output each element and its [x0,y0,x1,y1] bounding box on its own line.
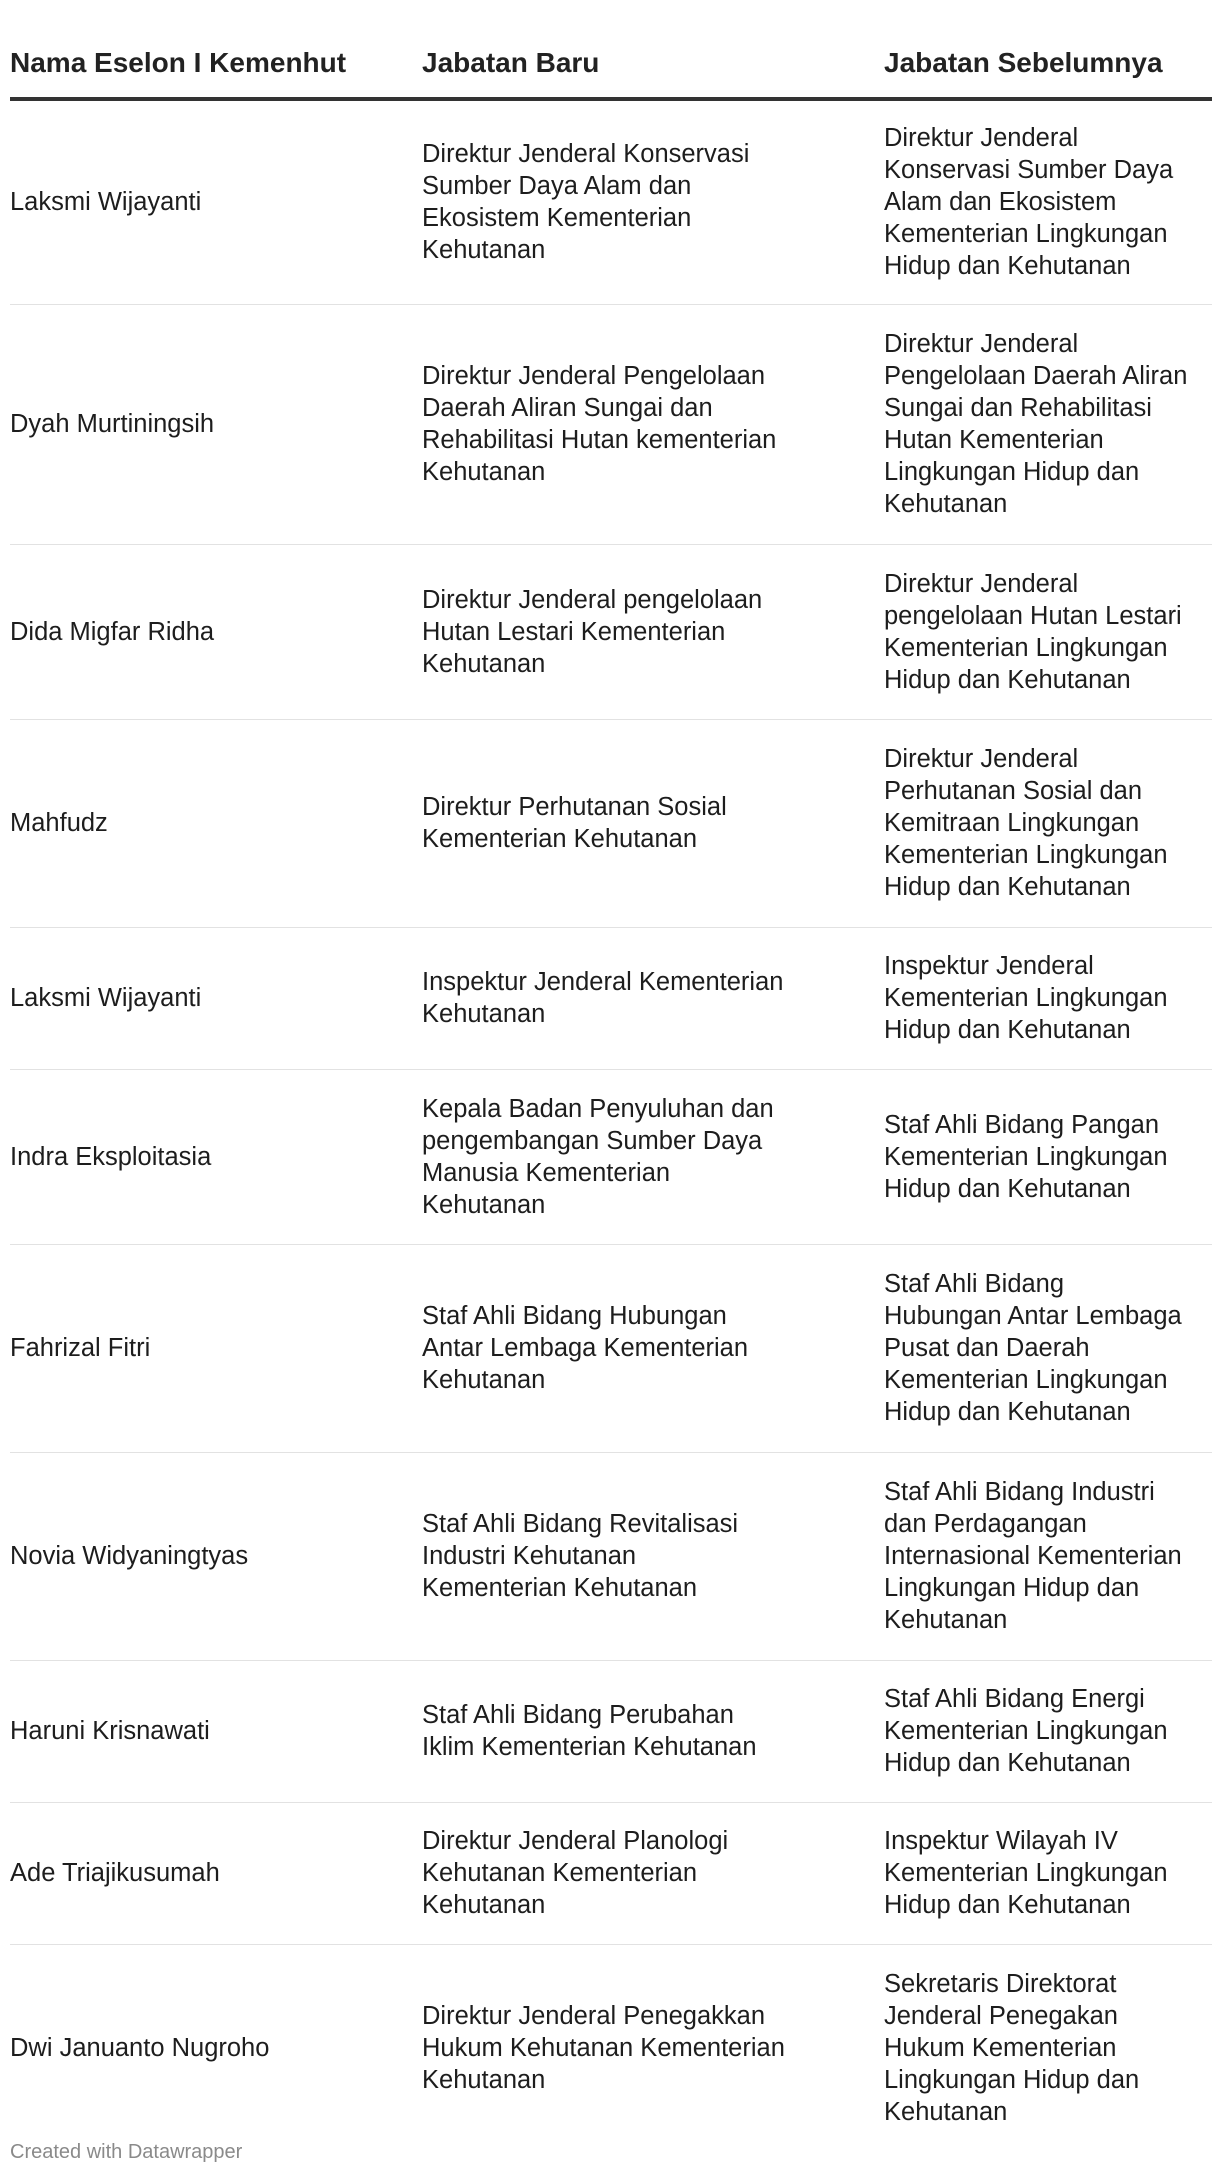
new-position-line: Daerah Aliran Sungai dan [422,394,713,422]
previous-position-line: Perhutanan Sosial dan [884,777,1143,805]
previous-position-line: pengelolaan Hutan Lestari [884,601,1182,630]
table-row [10,304,1212,544]
previous-position-line: Konservasi Sumber Daya [884,156,1174,185]
header-name: Nama Eselon I Kemenhut [10,0,422,99]
cell-previous-position [884,304,1212,544]
previous-position-line: Staf Ahli Bidang Pangan [884,1110,1160,1139]
table-row [10,1452,1212,1660]
new-position-line: Inspektur Jenderal Kementerian [422,968,784,996]
previous-position-line: Direktur Jenderal [884,124,1079,153]
cell-new-position [422,719,884,927]
new-position-line: Kehutanan [422,236,546,265]
cell-new-position [422,99,884,304]
new-position-line: pengembangan Sumber Daya [422,1126,763,1155]
cell-name: Laksmi Wijayanti [10,99,422,304]
header-row [10,0,1212,99]
cell-new-position [422,1802,884,1944]
cell-new-position [422,927,884,1069]
previous-position-line: Jenderal Penegakan [884,2002,1118,2031]
new-position-line: Kehutanan [422,458,546,486]
cell-new-position [422,1944,884,2152]
table-row [10,99,1212,304]
previous-position-line: Direktur Jenderal [884,569,1079,598]
cell-name: Laksmi Wijayanti [10,927,422,1069]
previous-position-line: Kemitraan Lingkungan [884,809,1140,837]
cell-previous-position [884,544,1212,719]
previous-position-line: Hidup dan Kehutanan [884,665,1131,694]
previous-position-line: Kehutanan [884,1606,1008,1634]
new-position-line: Antar Lembaga Kementerian [422,1334,749,1362]
cell-new-position [422,1660,884,1802]
previous-position-line: Kementerian Lingkungan [884,1717,1168,1745]
table-row [10,1069,1212,1244]
cell-previous-position [884,719,1212,927]
new-position-line: Kehutanan [422,1891,546,1919]
previous-position-line: Hidup dan Kehutanan [884,1749,1131,1777]
new-position-line: Hukum Kehutanan Kementerian [422,2034,785,2063]
datawrapper-credit: Created with Datawrapper [10,2141,243,2163]
new-position-line: Kehutanan [422,1000,546,1028]
previous-position-line: Lingkungan Hidup dan [884,458,1140,486]
previous-position-line: Pusat dan Daerah [884,1334,1090,1362]
cell-previous-position [884,1660,1212,1802]
previous-position-line: Kementerian Lingkungan [884,633,1168,662]
new-position-line: Iklim Kementerian Kehutanan [422,1733,757,1761]
new-position-line: Manusia Kementerian [422,1158,671,1187]
previous-position-line: Staf Ahli Bidang Energi [884,1685,1145,1713]
new-position-line: Direktur Jenderal Pengelolaan [422,362,766,390]
cell-name: Dida Migfar Ridha [10,544,422,719]
new-position-line: Staf Ahli Bidang Hubungan [422,1302,727,1330]
cell-name: Novia Widyaningtyas [10,1452,422,1660]
new-position-line: Direktur Jenderal pengelolaan [422,585,763,614]
cell-previous-position [884,927,1212,1069]
cell-name: Indra Eksploitasia [10,1069,422,1244]
previous-position-line: Pengelolaan Daerah Aliran [884,362,1188,390]
previous-position-line: Hidup dan Kehutanan [884,1891,1131,1919]
previous-position-line: Hidup dan Kehutanan [884,873,1131,901]
table-container [10,0,1212,2152]
cell-previous-position [884,1452,1212,1660]
previous-position-line: Internasional Kementerian [884,1542,1182,1570]
previous-position-line: Hidup dan Kehutanan [884,1174,1131,1203]
previous-position-line: Kementerian Lingkungan [884,984,1168,1012]
table-row [10,1944,1212,2152]
cell-new-position [422,1452,884,1660]
cell-name: Fahrizal Fitri [10,1244,422,1452]
cell-name: Ade Triajikusumah [10,1802,422,1944]
table-row [10,544,1212,719]
table-row [10,1802,1212,1944]
new-position-line: Kehutanan Kementerian [422,1859,698,1887]
previous-position-line: Inspektur Wilayah IV [884,1827,1118,1855]
new-position-line: Kepala Badan Penyuluhan dan [422,1094,774,1123]
table-header [10,0,1212,99]
cell-previous-position [884,99,1212,304]
new-position-line: Direktur Perhutanan Sosial [422,793,727,821]
previous-position-line: Lingkungan Hidup dan [884,2066,1140,2095]
previous-position-line: Hutan Kementerian [884,426,1104,454]
cell-name: Mahfudz [10,719,422,927]
previous-position-line: Alam dan Ekosistem [884,188,1117,217]
cell-new-position [422,544,884,719]
previous-position-line: Kehutanan [884,490,1008,518]
table-row [10,1660,1212,1802]
previous-position-line: Kementerian Lingkungan [884,841,1168,869]
cell-new-position [422,304,884,544]
new-position-line: Kehutanan [422,2066,546,2095]
previous-position-line: Staf Ahli Bidang Industri [884,1478,1155,1506]
new-position-line: Sumber Daya Alam dan [422,172,692,201]
cell-name: Haruni Krisnawati [10,1660,422,1802]
previous-position-line: Kementerian Lingkungan [884,1859,1168,1887]
new-position-line: Ekosistem Kementerian [422,204,692,233]
new-position-line: Rehabilitasi Hutan kementerian [422,426,777,454]
table-row [10,927,1212,1069]
officials-table [10,0,1212,2152]
previous-position-line: Lingkungan Hidup dan [884,1574,1140,1602]
previous-position-line: Hukum Kementerian [884,2034,1117,2063]
previous-position-line: Hubungan Antar Lembaga [884,1302,1182,1330]
previous-position-line: Kementerian Lingkungan [884,1142,1168,1171]
cell-new-position [422,1244,884,1452]
previous-position-line: Direktur Jenderal [884,745,1079,773]
header-new-position: Jabatan Baru [422,0,884,99]
new-position-line: Direktur Jenderal Penegakkan [422,2002,766,2031]
cell-name: Dwi Januanto Nugroho [10,2034,270,2063]
table-row [10,1244,1212,1452]
new-position-line: Kehutanan [422,1190,546,1219]
cell-previous-position [884,1069,1212,1244]
new-position-line: Direktur Jenderal Planologi [422,1827,729,1855]
new-position-line: Staf Ahli Bidang Perubahan [422,1701,734,1729]
cell-previous-position [884,1802,1212,1944]
new-position-line: Kementerian Kehutanan [422,1574,698,1602]
new-position-line: Direktur Jenderal Konservasi [422,140,750,169]
previous-position-line: Kehutanan [884,2098,1008,2127]
previous-position-line: dan Perdagangan [884,1510,1087,1538]
new-position-line: Kementerian Kehutanan [422,825,698,853]
cell-new-position [422,1069,884,1244]
previous-position-line: Sekretaris Direktorat [884,1970,1117,1999]
previous-position-line: Direktur Jenderal [884,330,1079,358]
previous-position-line: Kementerian Lingkungan [884,1366,1168,1394]
cell-name: Dyah Murtiningsih [10,304,422,544]
previous-position-line: Staf Ahli Bidang [884,1270,1065,1298]
new-position-line: Staf Ahli Bidang Revitalisasi [422,1510,739,1538]
new-position-line: Industri Kehutanan [422,1542,637,1570]
previous-position-line: Sungai dan Rehabilitasi [884,394,1152,422]
previous-position-line: Hidup dan Kehutanan [884,252,1131,281]
cell-previous-position [884,1244,1212,1452]
new-position-line: Kehutanan [422,1366,546,1394]
new-position-line: Hutan Lestari Kementerian [422,617,726,646]
table-body [10,99,1212,2152]
header-previous-position: Jabatan Sebelumnya [884,0,1212,99]
previous-position-line: Hidup dan Kehutanan [884,1016,1131,1044]
previous-position-line: Hidup dan Kehutanan [884,1398,1131,1426]
previous-position-line: Inspektur Jenderal [884,952,1094,980]
new-position-line: Kehutanan [422,649,546,678]
previous-position-line: Kementerian Lingkungan [884,220,1168,249]
cell-previous-position [884,1944,1212,2152]
table-row [10,719,1212,927]
